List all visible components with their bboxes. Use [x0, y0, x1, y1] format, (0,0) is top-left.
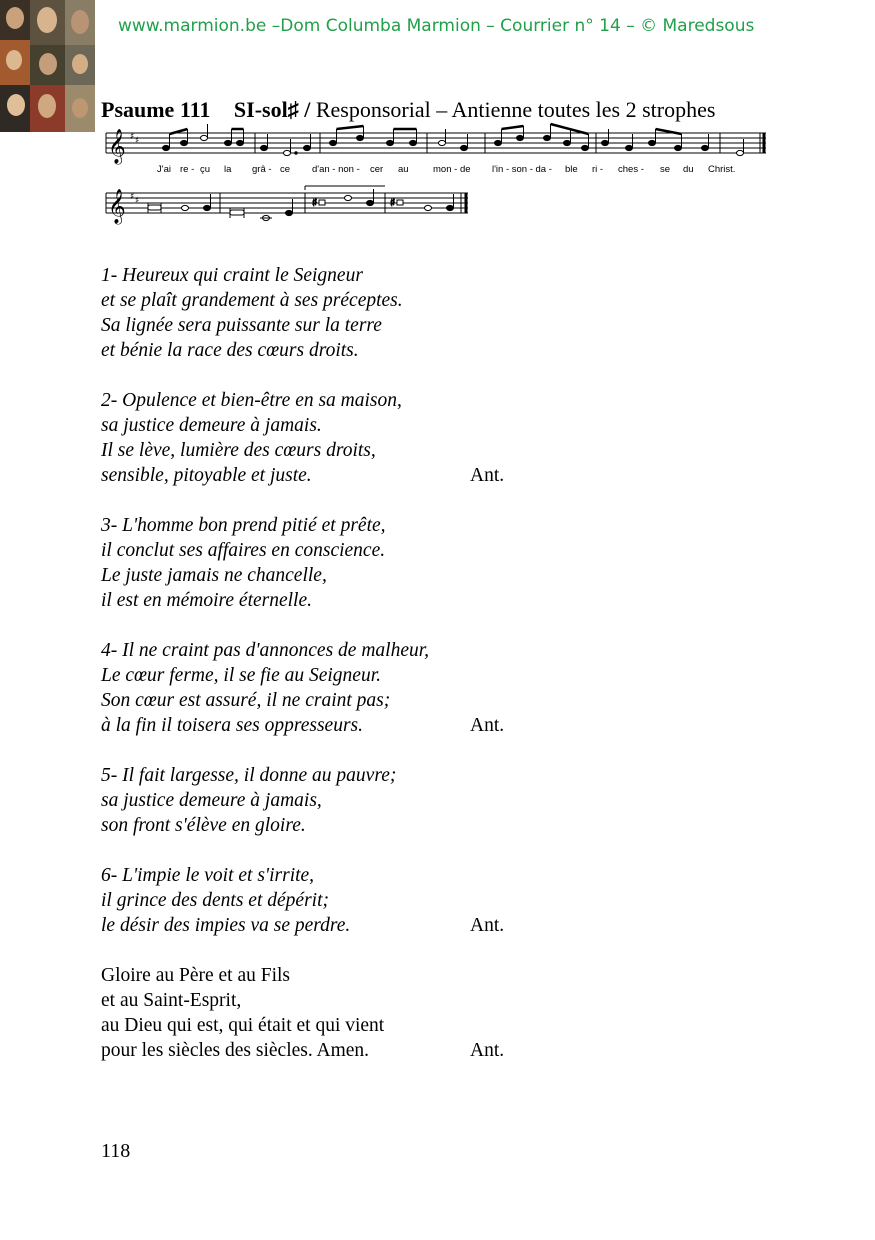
verse-text: et bénie la race des cœurs droits.	[101, 340, 359, 361]
verse-text: 3- L'homme bon prend pitié et prête,	[101, 515, 386, 536]
verse-text: Son cœur est assuré, il ne craint pas;	[101, 690, 391, 711]
lyric-syllable: ce	[280, 164, 291, 175]
stanza-2	[101, 388, 661, 488]
lyric-syllable: ri -	[592, 164, 604, 175]
treble-clef-icon: 𝄞	[108, 129, 126, 164]
verse-text: et se plaît grandement à ses préceptes.	[101, 290, 403, 311]
svg-text:♯: ♯	[135, 196, 140, 206]
page-title	[101, 97, 715, 123]
verse-text: il grince des dents et dépérit;	[101, 890, 329, 911]
lyric-syllable: re -	[180, 164, 195, 175]
antiphon-marker: Ant.	[470, 1040, 505, 1061]
lyric-syllable: Christ.	[708, 164, 736, 175]
verse-text: à la fin il toisera ses oppresseurs.	[101, 715, 363, 736]
verse-line	[101, 338, 661, 363]
psalm-label: Psaume	[101, 97, 175, 122]
lyric-syllable: cer	[370, 164, 384, 175]
verse-line	[101, 763, 661, 788]
verse-line	[101, 688, 661, 713]
verse-text: 2- Opulence et bien-être en sa maison,	[101, 390, 402, 411]
verse-text: Le cœur ferme, il se fie au Seigneur.	[101, 665, 381, 686]
antiphon-marker: Ant.	[470, 715, 505, 736]
header-copyright-line: www.marmion.be –Dom Columba Marmion – Courrier n° 14 – © Maredsous	[118, 16, 755, 36]
antiphon-marker: Ant.	[470, 465, 505, 486]
lyric-syllable: l'in - son - da -	[492, 164, 552, 175]
verse-line	[101, 963, 661, 988]
verse-line	[101, 988, 661, 1013]
verse-line	[101, 513, 661, 538]
verse-text: 4- Il ne craint pas d'annonces de malheur,	[101, 640, 430, 661]
verse-text: Il se lève, lumière des cœurs droits,	[101, 440, 376, 461]
stanza-6	[101, 863, 661, 938]
verse-line	[101, 638, 661, 663]
stanza-5	[101, 763, 661, 838]
lyric-syllable: mon -	[433, 164, 458, 175]
verse-text: pour les siècles des siècles. Amen.	[101, 1040, 370, 1061]
verse-text: il conclut ses affaires en conscience.	[101, 540, 386, 561]
antiphon-staff	[100, 122, 770, 180]
lyric-syllable: d'an - non -	[312, 164, 360, 175]
lyric-syllable: ble	[565, 164, 578, 175]
svg-text:♯: ♯	[312, 196, 318, 209]
verse-line	[101, 438, 661, 463]
verse-line	[101, 1038, 661, 1063]
verse-text: Gloire au Père et au Fils	[101, 965, 290, 986]
stanza-1	[101, 263, 661, 363]
antiphon-marker: Ant.	[470, 915, 505, 936]
verse-line	[101, 263, 661, 288]
verse-text: et au Saint-Esprit,	[101, 990, 242, 1011]
lyric-syllable: J'ai	[157, 164, 171, 175]
treble-clef-icon-2: 𝄞	[108, 189, 126, 224]
stanza-3	[101, 513, 661, 613]
key-label: SI-sol♯ /	[233, 97, 311, 122]
verse-line	[101, 888, 661, 913]
lyric-syllable: çu	[200, 164, 211, 175]
verse-text: sensible, pitoyable et juste.	[101, 465, 312, 486]
verse-line	[101, 313, 661, 338]
svg-text:♯: ♯	[130, 192, 135, 202]
lyric-syllable: du	[683, 164, 694, 175]
verse-line	[101, 663, 661, 688]
verse-line	[101, 563, 661, 588]
verse-line	[101, 863, 661, 888]
verse-line	[101, 388, 661, 413]
lyric-syllable: grâ -	[252, 164, 272, 175]
verse-text: Le juste jamais ne chancelle,	[101, 565, 327, 586]
verse-text: Sa lignée sera puissante sur la terre	[101, 315, 382, 336]
lyric-syllable: la	[224, 164, 232, 175]
psalm-tone-staff	[100, 182, 480, 238]
verse-line	[101, 463, 661, 488]
svg-text:♯: ♯	[135, 136, 140, 146]
verse-text: 6- L'impie le voit et s'irrite,	[101, 865, 315, 886]
verse-text: au Dieu qui est, qui était et qui vient	[101, 1015, 385, 1036]
svg-text:♯: ♯	[390, 196, 396, 209]
stanza-4	[101, 638, 661, 738]
verse-line	[101, 788, 661, 813]
doxology	[101, 963, 661, 1063]
verse-line	[101, 538, 661, 563]
verse-text: 5- Il fait largesse, il donne au pauvre;	[101, 765, 397, 786]
verse-text: son front s'élève en gloire.	[101, 815, 306, 836]
verse-line	[101, 588, 661, 613]
lyric-syllable: au	[398, 164, 409, 175]
psalm-description: Responsorial – Antienne toutes les 2 strophes	[315, 97, 716, 122]
verse-line	[101, 288, 661, 313]
verse-text: 1- Heureux qui craint le Seigneur	[101, 265, 363, 286]
verse-text: le désir des impies va se perdre.	[101, 915, 351, 936]
psalm-verses	[101, 263, 661, 1088]
verse-text: sa justice demeure à jamais.	[101, 415, 322, 436]
verse-line	[101, 813, 661, 838]
lyric-syllable: ches -	[618, 164, 644, 175]
page-number: 118	[101, 1140, 131, 1162]
portrait-collage-image	[0, 0, 95, 132]
psalm-number: 111	[179, 97, 211, 122]
verse-line	[101, 913, 661, 938]
verse-line	[101, 713, 661, 738]
lyric-syllable: se	[660, 164, 671, 175]
verse-line	[101, 1013, 661, 1038]
verse-text: sa justice demeure à jamais,	[101, 790, 322, 811]
antiphon-lyrics	[157, 164, 735, 175]
lyric-syllable: de	[460, 164, 471, 175]
verse-text: il est en mémoire éternelle.	[101, 590, 312, 611]
verse-line	[101, 413, 661, 438]
svg-text:♯: ♯	[130, 132, 135, 142]
